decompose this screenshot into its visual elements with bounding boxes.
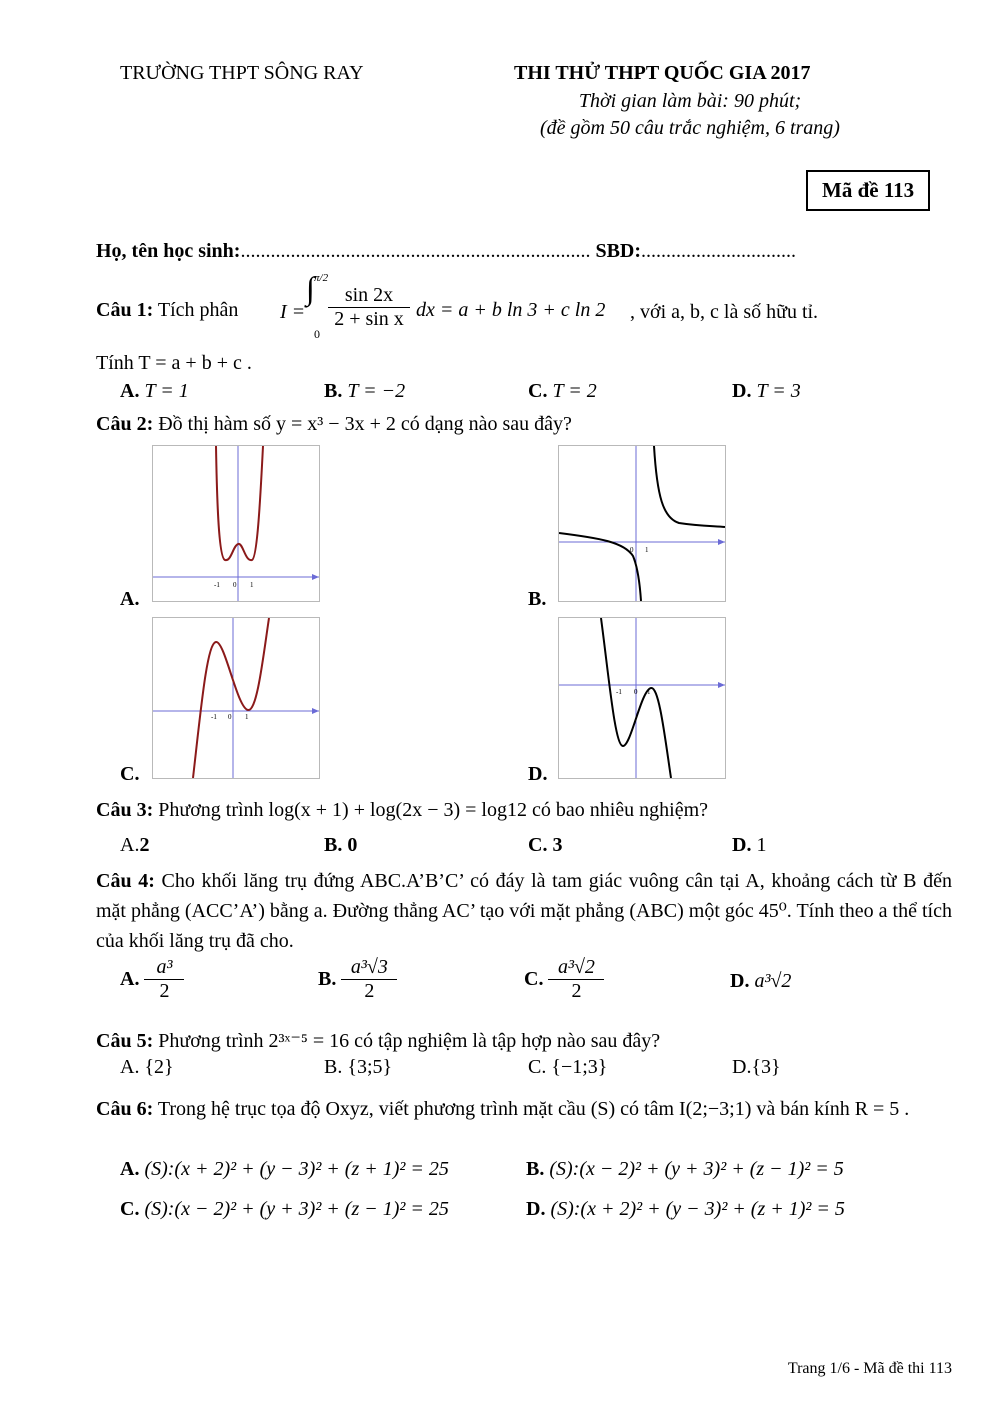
- q6-option-b[interactable]: [526, 1158, 844, 1181]
- graph-d-tick-0: 0: [634, 688, 638, 696]
- graph-d-x-arrow: [718, 682, 725, 688]
- question-5: [96, 1028, 660, 1053]
- exam-title: THI THỬ THPT QUỐC GIA 2017: [514, 62, 811, 84]
- q6-option-d-text: (S):(x + 2)² + (y − 3)² + (z + 1)² = 5: [550, 1198, 845, 1220]
- graph-b-x-arrow: [718, 539, 725, 545]
- q1-option-b-text: T = −2: [347, 380, 406, 402]
- q1-option-d[interactable]: [732, 380, 801, 403]
- q1-option-c-letter: C.: [528, 380, 548, 402]
- graph-a-tick-0: 0: [233, 581, 237, 589]
- q3-option-b-text: 0: [347, 834, 358, 856]
- q4-option-c-letter: C.: [524, 968, 544, 990]
- graph-c-tick-0: 0: [228, 713, 232, 721]
- graph-d: [558, 617, 726, 779]
- q1-line2: Tính T = a + b + c .: [96, 352, 252, 374]
- sbd-dots: ...............................: [641, 240, 797, 262]
- q4-option-c-den: 2: [571, 980, 582, 1002]
- integral-sign: ∫: [306, 270, 315, 306]
- q1-option-c-text: T = 2: [552, 380, 597, 402]
- q1-option-b[interactable]: [324, 380, 405, 403]
- graph-b: [558, 445, 726, 602]
- graph-b-label[interactable]: B.: [528, 588, 547, 610]
- q6-option-d[interactable]: [526, 1198, 845, 1221]
- graph-b-tick-1: 1: [645, 546, 649, 554]
- q4-option-a-num: a³: [144, 956, 184, 980]
- question-6: [96, 1094, 952, 1124]
- q4-option-b-den: 2: [364, 980, 375, 1002]
- q1-denominator: 2 + sin x: [334, 308, 404, 330]
- exam-note: (đề gồm 50 câu trắc nghiệm, 6 trang): [540, 117, 840, 139]
- q6-option-a[interactable]: [120, 1158, 449, 1181]
- q3-label: Câu 3:: [96, 799, 154, 821]
- question-1: [96, 299, 238, 322]
- q6-option-b-letter: B.: [526, 1158, 545, 1180]
- q6-option-c-letter: C.: [120, 1198, 140, 1220]
- q1-option-d-text: T = 3: [756, 380, 801, 402]
- graph-d-tick-neg1: -1: [616, 688, 622, 696]
- q3-option-a[interactable]: [120, 834, 149, 857]
- q5-option-b[interactable]: B. {3;5}: [324, 1056, 393, 1078]
- q6-option-a-letter: A.: [120, 1158, 140, 1180]
- q4-option-b-num: a³√3: [341, 956, 397, 980]
- question-2: [96, 413, 572, 436]
- graph-a: [152, 445, 320, 602]
- q1-numerator: sin 2x: [328, 284, 410, 308]
- q1-lower-limit: 0: [314, 327, 320, 341]
- graph-a-curve: [216, 446, 263, 560]
- q4-option-c[interactable]: [524, 956, 604, 1003]
- graph-d-label[interactable]: D.: [528, 763, 548, 785]
- q3-option-d[interactable]: [732, 834, 766, 857]
- q4-option-a-letter: A.: [120, 968, 140, 990]
- q4-text: Cho khối lăng trụ đứng ABC.A’B’C’ có đáy là tam giác vuông cân tại A, khoảng cách từ B đến mặt phẳng (ACC’A’) bằng a. Đường thẳng AC’ tạo với mặt phẳng (ABC) một góc 45⁰. Tính theo a thể tích của khối lăng trụ đã cho.: [96, 870, 952, 952]
- q4-option-a[interactable]: [120, 956, 184, 1003]
- q6-option-c-text: (S):(x − 2)² + (y + 3)² + (z − 1)² = 25: [144, 1198, 449, 1220]
- sbd-label: SBD:: [595, 240, 642, 262]
- question-4: [96, 866, 952, 956]
- q3-option-d-letter: D.: [732, 834, 752, 856]
- q4-option-d-letter: D.: [730, 970, 750, 992]
- graph-a-label[interactable]: A.: [120, 588, 140, 610]
- q1-text-after: , với a, b, c là số hữu tỉ.: [630, 301, 819, 323]
- q6-option-a-text: (S):(x + 2)² + (y − 3)² + (z + 1)² = 25: [144, 1158, 449, 1180]
- graph-b-tick-0: 0: [630, 546, 634, 554]
- graph-a-tick-1: 1: [250, 581, 254, 589]
- q1-option-a-text: T = 1: [144, 380, 189, 402]
- graph-d-tick-1: 1: [647, 688, 651, 696]
- q3-option-a-letter: A.: [120, 834, 140, 856]
- graph-c: [152, 617, 320, 779]
- q1-integral-var: I =: [280, 301, 306, 323]
- q3-option-b[interactable]: [324, 834, 357, 857]
- q6-option-c[interactable]: [120, 1198, 449, 1221]
- exam-code-box: Mã đề 113: [806, 170, 930, 211]
- q5-option-c[interactable]: C. {−1;3}: [528, 1056, 608, 1078]
- q4-option-b-letter: B.: [318, 968, 337, 990]
- graph-c-tick-neg1: -1: [211, 713, 217, 721]
- exam-time: Thời gian làm bài: 90 phút;: [578, 90, 802, 112]
- q1-rhs: dx = a + b ln 3 + c ln 2: [416, 299, 606, 321]
- q1-fraction: [328, 284, 410, 331]
- q5-text: Phương trình 2³ˣ⁻⁵ = 16 có tập nghiệm là tập hợp nào sau đây?: [158, 1030, 661, 1052]
- q3-option-c-letter: C.: [528, 834, 548, 856]
- graph-a-x-arrow: [312, 574, 319, 580]
- q3-option-c[interactable]: [528, 834, 562, 857]
- q1-option-a-letter: A.: [120, 380, 140, 402]
- graph-b-left-branch: [559, 533, 641, 601]
- q3-option-a-text: 2: [139, 834, 150, 856]
- q1-text-before: Tích phân: [157, 299, 239, 321]
- graph-a-tick-neg1: -1: [214, 581, 220, 589]
- q6-text: Trong hệ trục tọa độ Oxyz, viết phương trình mặt cầu (S) có tâm I(2;−3;1) và bán kính R = 5 .: [157, 1098, 910, 1120]
- q1-upper-limit: π/2: [314, 272, 329, 284]
- q4-option-b[interactable]: [318, 956, 397, 1003]
- q2-label: Câu 2:: [96, 413, 154, 435]
- q4-option-d-text: a³√2: [754, 970, 792, 992]
- q3-text: Phương trình log(x + 1) + log(2x − 3) = log12 có bao nhiêu nghiệm?: [158, 799, 709, 821]
- q1-label: Câu 1:: [96, 299, 154, 321]
- q2-text: Đồ thị hàm số y = x³ − 3x + 2 có dạng nào sau đây?: [158, 413, 572, 435]
- q1-option-d-letter: D.: [732, 380, 752, 402]
- q4-option-d[interactable]: [730, 970, 791, 993]
- graph-b-right-branch: [654, 446, 725, 527]
- page-footer: Trang 1/6 - Mã đề thi 113: [787, 1360, 952, 1377]
- school-name: TRƯỜNG THPT SÔNG RAY: [120, 62, 364, 84]
- q5-option-a[interactable]: A. {2}: [120, 1056, 174, 1078]
- q1-option-a[interactable]: [120, 380, 189, 403]
- graph-c-label[interactable]: C.: [120, 763, 140, 785]
- q4-option-a-den: 2: [159, 980, 170, 1002]
- q5-label: Câu 5:: [96, 1030, 154, 1052]
- q6-label: Câu 6:: [96, 1098, 154, 1120]
- q5-option-d[interactable]: D.{3}: [732, 1056, 781, 1078]
- question-3: [96, 799, 708, 822]
- student-info-line: [96, 240, 796, 263]
- q6-option-b-text: (S):(x − 2)² + (y + 3)² + (z − 1)² = 5: [549, 1158, 844, 1180]
- q4-option-c-num: a³√2: [548, 956, 604, 980]
- graph-c-curve: [193, 618, 269, 778]
- q1-option-b-letter: B.: [324, 380, 343, 402]
- q4-label: Câu 4:: [96, 870, 155, 892]
- name-label: Họ, tên học sinh:: [96, 240, 241, 262]
- q3-option-b-letter: B.: [324, 834, 343, 856]
- name-dots: ......................................................................: [240, 240, 591, 262]
- q3-option-c-text: 3: [552, 834, 563, 856]
- q6-option-d-letter: D.: [526, 1198, 546, 1220]
- q3-option-d-text: 1: [756, 834, 767, 856]
- q1-option-c[interactable]: [528, 380, 597, 403]
- graph-c-tick-1: 1: [245, 713, 249, 721]
- graph-c-x-arrow: [312, 708, 319, 714]
